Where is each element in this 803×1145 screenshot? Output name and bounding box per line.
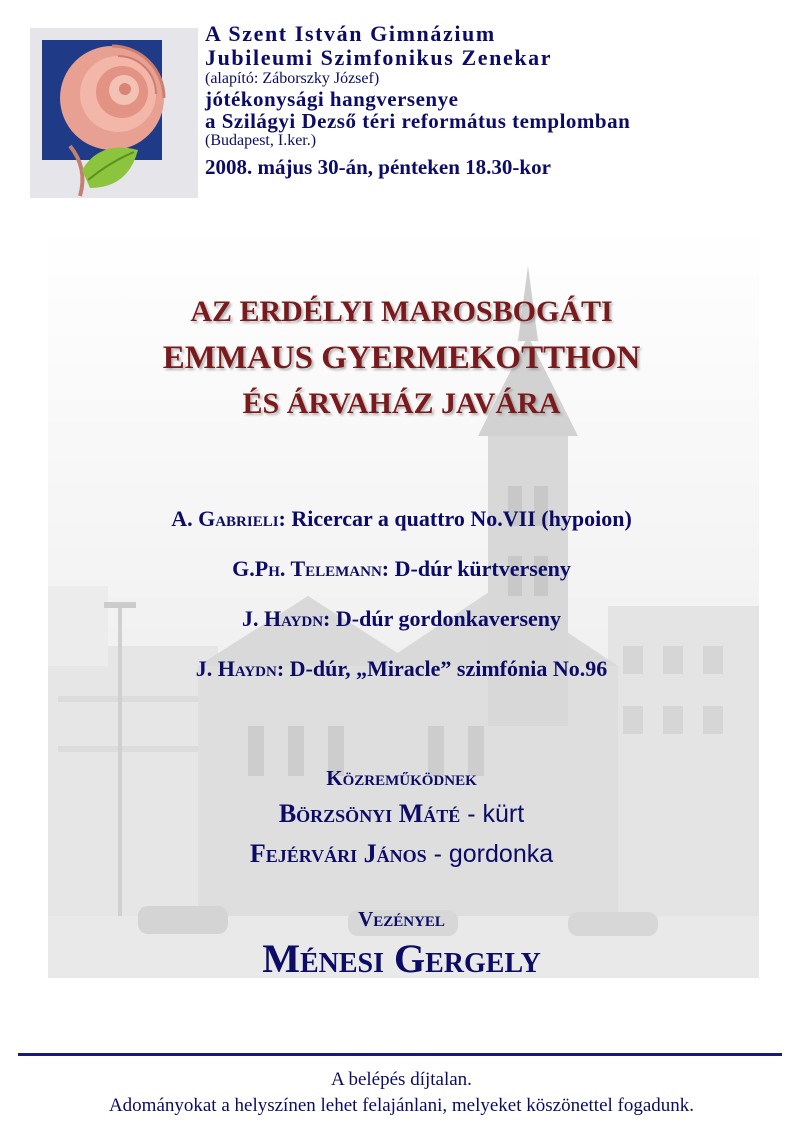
school-name: A Szent István Gimnázium — [205, 21, 496, 46]
performer-name: Börzsönyi Máté — [278, 799, 461, 828]
performer-role: - gordonka — [426, 840, 554, 868]
event-date: 2008. május 30-án, pénteken 18.30-kor — [205, 155, 551, 179]
donation-note: Adományokat a helyszínen lehet felajánlani, melyeket köszönettel fogadunk. — [108, 1095, 695, 1116]
conductor-heading: Vezényel — [358, 907, 445, 931]
program-item — [0, 600, 803, 650]
footer-block — [0, 1067, 803, 1119]
header-block — [205, 22, 795, 180]
venue-location: (Budapest, I.ker.) — [205, 132, 317, 149]
work-title: D-dúr, „Miracle” szimfónia No.96 — [284, 656, 608, 681]
composer: G.Ph. Telemann: — [232, 556, 390, 581]
orchestra-name: Jubileumi Szimfonikus Zenekar — [205, 45, 553, 70]
work-title: D-dúr kürtverseny — [389, 556, 571, 581]
poster-title — [0, 290, 803, 426]
program-item — [0, 500, 803, 550]
performer-row — [0, 794, 803, 834]
founder-note: (alapító: Záborszky József) — [205, 70, 380, 87]
conductor-name: Ménesi Gergely — [262, 936, 541, 981]
composer: J. Haydn: — [241, 606, 331, 631]
program-list — [0, 500, 803, 700]
event-type: jótékonysági hangversenye — [205, 87, 459, 111]
title-line-3: ÉS ÁRVAHÁZ JAVÁRA — [242, 387, 561, 420]
composer: A. Gabrieli: — [171, 506, 286, 531]
program-item — [0, 550, 803, 600]
admission-note: A belépés díjtalan. — [331, 1069, 472, 1090]
performers-heading: Közreműködnek — [326, 766, 477, 790]
work-title: D-dúr gordonkaverseny — [330, 606, 562, 631]
title-line-1: AZ ERDÉLYI MAROSBOGÁTI — [190, 295, 613, 328]
spiral-scroll-with-leaf-logo — [30, 28, 198, 198]
work-title: Ricercar a quattro No.VII (hypoion) — [285, 506, 632, 531]
performer-row — [0, 834, 803, 874]
program-item — [0, 650, 803, 700]
venue: a Szilágyi Dezső téri református templomban — [205, 109, 631, 133]
title-line-2: EMMAUS GYERMEKOTTHON — [162, 340, 641, 376]
composer: J. Haydn: — [195, 656, 285, 681]
conductor-block — [0, 904, 803, 984]
performer-name: Fejérvári János — [249, 839, 427, 868]
footer-divider — [18, 1053, 782, 1056]
performers-block — [0, 762, 803, 874]
performer-role: - kürt — [460, 800, 525, 828]
